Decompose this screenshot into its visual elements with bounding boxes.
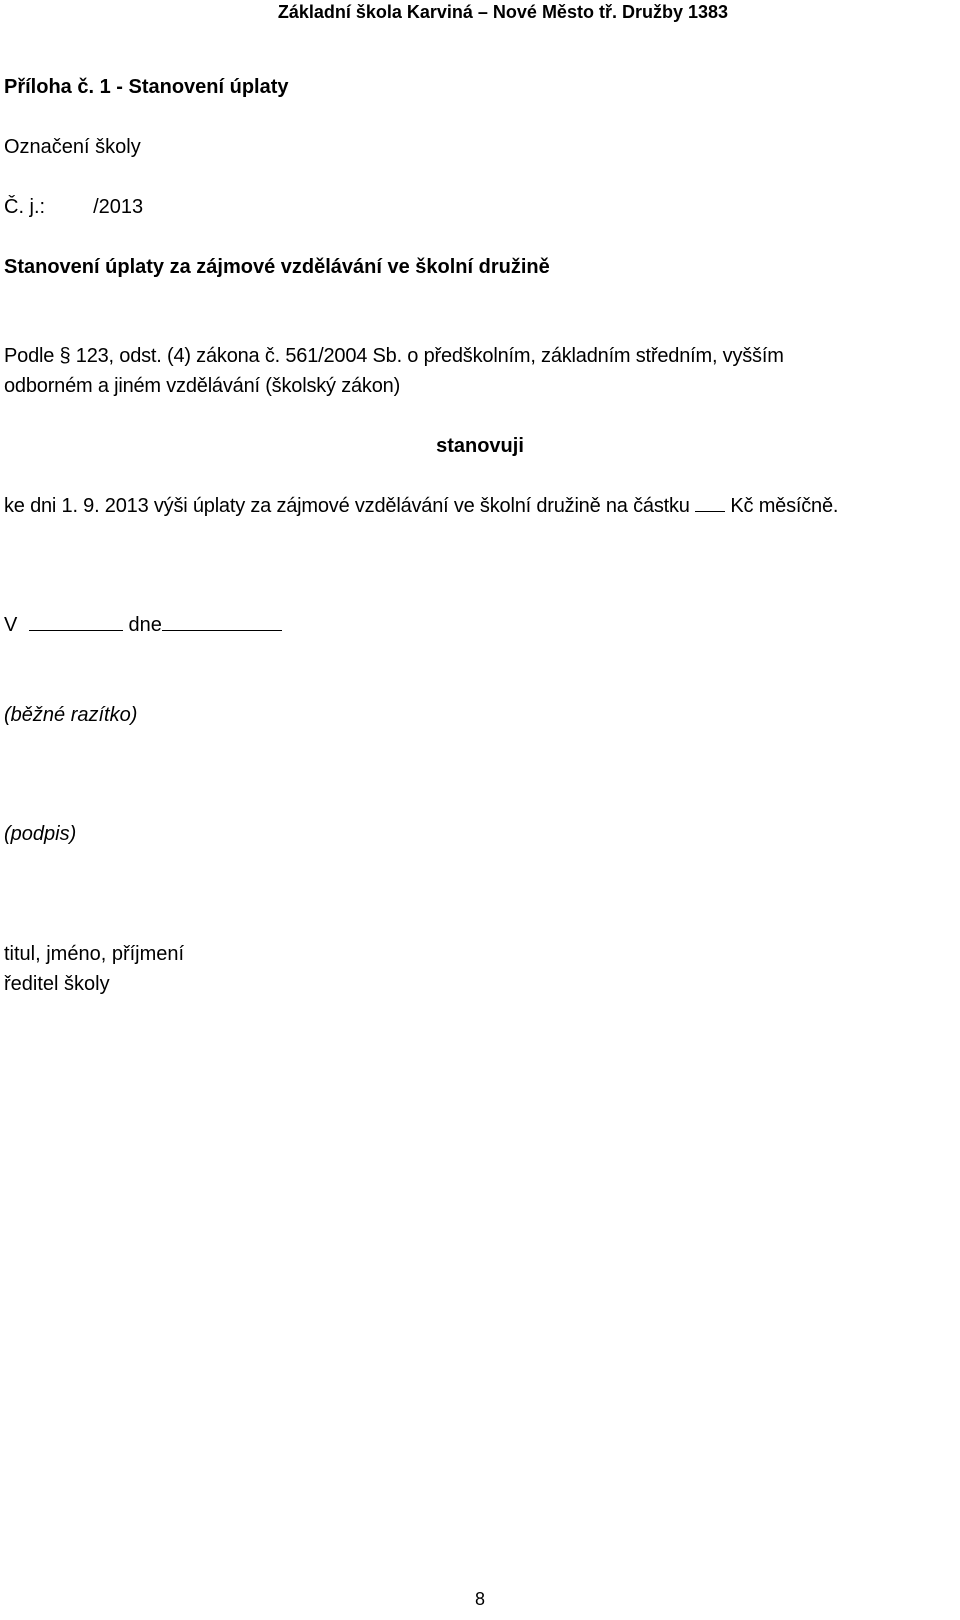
date-label: dne bbox=[128, 614, 162, 636]
document-heading: Stanovení úplaty za zájmové vzdělávání ve školní družině bbox=[4, 256, 550, 278]
place-label: V bbox=[4, 614, 18, 636]
stamp-label: (běžné razítko) bbox=[4, 704, 138, 726]
reference-value: /2013 bbox=[93, 196, 144, 218]
signature-label: (podpis) bbox=[4, 823, 77, 845]
decision-word: stanovuji bbox=[436, 435, 524, 457]
legal-basis-line-2: odborném a jiném vzdělávání (školský zákon) bbox=[4, 375, 401, 397]
attachment-title: Příloha č. 1 - Stanovení úplaty bbox=[4, 76, 289, 98]
reference-label: Č. j.: bbox=[4, 196, 46, 218]
signatory-name: titul, jméno, příjmení bbox=[4, 943, 185, 965]
school-header: Základní škola Karviná – Nové Město tř. Družby 1383 bbox=[277, 2, 728, 22]
place-date-line bbox=[4, 612, 282, 638]
school-designation: Označení školy bbox=[4, 136, 141, 158]
signatory-role: ředitel školy bbox=[4, 973, 110, 995]
place-blank bbox=[29, 612, 123, 631]
decision-text bbox=[4, 493, 838, 519]
legal-basis-line-1: Podle § 123, odst. (4) zákona č. 561/2004 Sb. o předškolním, základním středním, vyšším bbox=[4, 345, 784, 367]
decision-text-body: ke dni 1. 9. 2013 výši úplaty za zájmové vzdělávání ve školní družině na částku bbox=[4, 495, 690, 517]
reference-number bbox=[4, 194, 143, 220]
amount-blank bbox=[695, 493, 725, 512]
date-blank bbox=[162, 612, 282, 631]
amount-suffix: Kč měsíčně. bbox=[730, 495, 839, 517]
page-number: 8 bbox=[474, 1589, 485, 1609]
